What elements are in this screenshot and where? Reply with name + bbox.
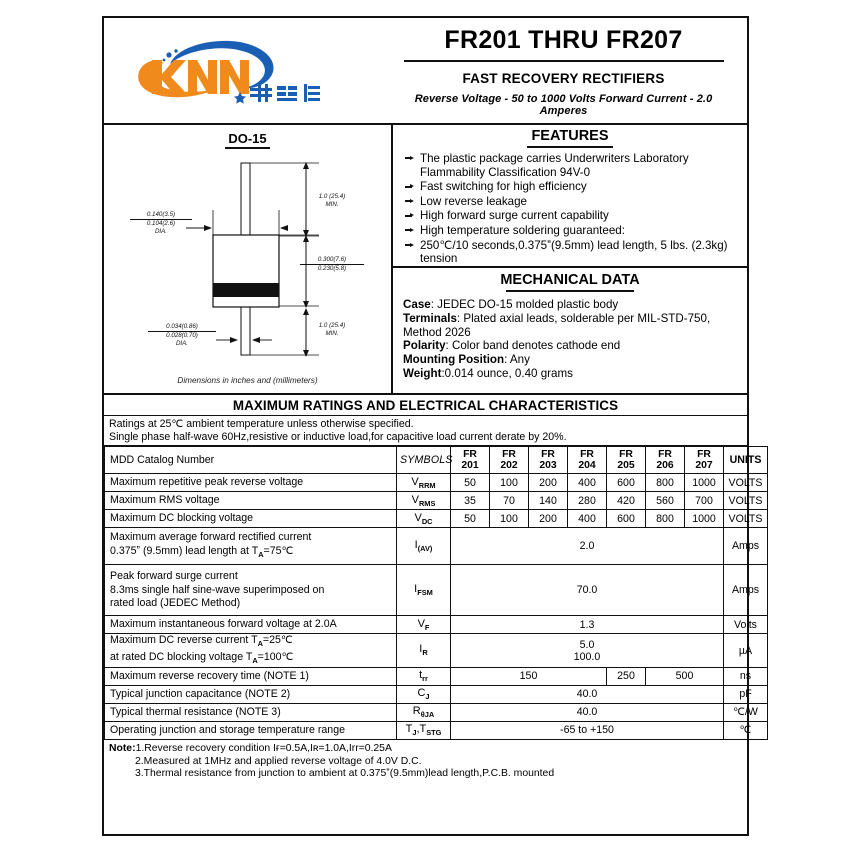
- cell-value: 70.0: [451, 565, 724, 616]
- table-row-trr: [105, 667, 768, 685]
- cell-value: 50: [451, 510, 490, 528]
- row-label: [105, 565, 397, 616]
- notes-section: [104, 740, 747, 781]
- part-header-fr206: FR 206: [646, 447, 685, 474]
- row-label-line: Maximum DC reverse current $T_A=25℃$: [110, 634, 293, 649]
- ratings-conditions: [104, 416, 747, 446]
- package-drawing-panel: [104, 125, 393, 393]
- features-list: [403, 152, 737, 266]
- dim-lead-length-bottom: 1.0 (25.4) MIN.: [318, 322, 346, 337]
- cell-value: 280: [568, 492, 607, 510]
- cell-value: 40.0: [451, 703, 724, 721]
- feature-item: High temperature soldering guaranteed:: [403, 224, 737, 238]
- middle-section: [104, 125, 747, 395]
- cell-value: 200: [529, 510, 568, 528]
- row-label: Maximum DC blocking voltage: [105, 510, 397, 528]
- row-symbol: $t_{rr}$: [397, 667, 451, 685]
- package-title: DO-15: [104, 131, 391, 146]
- title-underline: [404, 60, 724, 62]
- cell-value: 420: [607, 492, 646, 510]
- diamond-bullet-icon: [405, 156, 414, 161]
- row-label: Maximum RMS voltage: [105, 492, 397, 510]
- header: [104, 18, 747, 125]
- cell-units: ns: [724, 667, 768, 685]
- row-label: Maximum repetitive peak reverse voltage: [105, 474, 397, 492]
- product-subtitle: FAST RECOVERY RECTIFIERS: [462, 71, 665, 86]
- cell-value: 2.0: [451, 528, 724, 565]
- table-row-vf: [105, 616, 768, 634]
- table-header-row: [105, 447, 768, 474]
- cell-value: 1000: [685, 510, 724, 528]
- logo-cell: [104, 18, 394, 123]
- part-header-fr204: FR 204: [568, 447, 607, 474]
- cell-value: 600: [607, 474, 646, 492]
- mechanical-data-panel: [393, 268, 747, 393]
- row-symbol: $I_R$: [397, 634, 451, 668]
- cell-value: 70: [490, 492, 529, 510]
- row-symbol: $V_{RRM}$: [397, 474, 451, 492]
- cell-value: 600: [607, 510, 646, 528]
- specifications-table: [104, 446, 768, 740]
- row-label-line: 0.375ˮ (9.5mm) lead length at $T_A=75℃$: [110, 544, 294, 559]
- cell-units: Volts: [724, 616, 768, 634]
- mechanical-row: Weight:0.014 ounce, 0.40 grams: [403, 366, 573, 380]
- cell-value: 35: [451, 492, 490, 510]
- company-logo: [122, 36, 352, 108]
- cell-units: µA: [724, 634, 768, 668]
- cell-units: Amps: [724, 528, 768, 565]
- table-row-ir: [105, 634, 768, 668]
- logo-graphic: [122, 36, 352, 108]
- cell-units: VOLTS: [724, 474, 768, 492]
- feature-item: The plastic package carries Underwriters Laboratory Flammability Classification 94V-0: [403, 152, 737, 179]
- cell-value: 800: [646, 510, 685, 528]
- row-symbol: $R_{\theta JA}$: [397, 703, 451, 721]
- symbols-header: SYMBOLS: [397, 447, 451, 474]
- feature-item: Low reverse leakage: [403, 195, 737, 209]
- cell-value: 150: [451, 667, 607, 685]
- cell-value-line: 100.0: [573, 650, 601, 663]
- mechanical-row: Terminals: Plated axial leads, solderable per MIL-STD-750, Method 2026: [403, 311, 711, 339]
- row-label: Maximum instantaneous forward voltage at 2.0A: [105, 616, 397, 634]
- cell-value-line: 5.0: [579, 638, 595, 651]
- dim-body-length: 0.300(7.6) 0.230(5.8): [300, 256, 364, 273]
- page-title: FR201 THRU FR207: [444, 26, 683, 54]
- diamond-bullet-icon: [405, 213, 414, 218]
- cell-units: pF: [724, 685, 768, 703]
- notes-label: Note:: [109, 742, 136, 754]
- cell-value: 100: [490, 474, 529, 492]
- row-label-line: rated load (JEDEC Method): [110, 596, 241, 609]
- cell-units: ℃/W: [724, 703, 768, 721]
- table-row-iav: [105, 528, 768, 565]
- ratings-banner: MAXIMUM RATINGS AND ELECTRICAL CHARACTERISTICS: [104, 395, 747, 416]
- ratings-condition-line: Single phase half-wave 60Hz,resistive or inductive load,for capacitive load current derate by 20%.: [109, 430, 567, 443]
- cell-value: 250: [607, 667, 646, 685]
- cell-value: 1000: [685, 474, 724, 492]
- row-symbol: $I_{(AV)}$: [397, 528, 451, 565]
- cell-value: 200: [529, 474, 568, 492]
- diamond-bullet-icon: [405, 228, 414, 233]
- row-label: [105, 528, 397, 565]
- row-symbol: $V_{RMS}$: [397, 492, 451, 510]
- mechanical-title-underline: [506, 290, 634, 292]
- table-row-ifsm: [105, 565, 768, 616]
- row-symbol: $V_F$: [397, 616, 451, 634]
- features-panel: [393, 125, 747, 268]
- feature-item: High forward surge current capability: [403, 209, 737, 223]
- units-header: UNITS: [724, 447, 768, 474]
- table-row-vrms: [105, 492, 768, 510]
- dimension-units-note: Dimensions in inches and (millimeters): [177, 376, 318, 385]
- cell-value: [451, 634, 724, 668]
- ratings-condition-line: Ratings at 25℃ ambient temperature unless otherwise specified.: [109, 418, 414, 430]
- feature-item: Fast switching for high efficiency: [403, 180, 737, 194]
- part-header-fr201: FR 201: [451, 447, 490, 474]
- diamond-bullet-icon: [405, 243, 414, 248]
- table-row-tjtstg: [105, 721, 768, 739]
- table-row-rthja: [105, 703, 768, 721]
- cell-units: Amps: [724, 565, 768, 616]
- row-label: Typical junction capacitance (NOTE 2): [105, 685, 397, 703]
- cell-value: 50: [451, 474, 490, 492]
- row-label: Maximum reverse recovery time (NOTE 1): [105, 667, 397, 685]
- row-label-line: 8.3ms single half sine-wave superimposed on: [110, 583, 325, 596]
- features-title: FEATURES: [531, 128, 609, 144]
- diamond-bullet-icon: [405, 184, 414, 189]
- datasheet-frame: [102, 16, 763, 836]
- mechanical-row: Case: JEDEC DO-15 molded plastic body: [403, 297, 619, 311]
- cell-value: 500: [646, 667, 724, 685]
- row-label: Typical thermal resistance (NOTE 3): [105, 703, 397, 721]
- row-symbol: $T_J,T_{STG}$: [397, 721, 451, 739]
- cell-value: -65 to +150: [451, 721, 724, 739]
- dim-lead-length-top: 1.0 (25.4) MIN.: [318, 193, 346, 208]
- part-header-fr207: FR 207: [685, 447, 724, 474]
- diamond-bullet-icon: [405, 199, 414, 204]
- title-cell: [394, 18, 747, 123]
- dim-body-diameter: 0.140(3.5) 0.104(2.6) DIA.: [130, 211, 192, 235]
- row-label-line: Peak forward surge current: [110, 570, 238, 583]
- row-symbol: $I_{FSM}$: [397, 565, 451, 616]
- cell-value: 800: [646, 474, 685, 492]
- features-title-underline: [527, 146, 613, 148]
- note-line: Note:1.Reverse recovery condition Iғ=0.5A,Iʀ=1.0A,Irr=0.25A: [109, 742, 392, 754]
- part-header-fr203: FR 203: [529, 447, 568, 474]
- cell-units: VOLTS: [724, 510, 768, 528]
- mechanical-row: Mounting Position: Any: [403, 353, 530, 367]
- row-symbol: $V_{DC}$: [397, 510, 451, 528]
- cell-units: ℃: [724, 721, 768, 739]
- mechanical-title: MECHANICAL DATA: [500, 272, 640, 288]
- cell-value: 140: [529, 492, 568, 510]
- note-line: 2.Measured at 1MHz and applied reverse voltage of 4.0V D.C.: [135, 755, 422, 767]
- cell-value: 400: [568, 510, 607, 528]
- mechanical-row: Polarity: Color band denotes cathode end: [403, 339, 621, 353]
- cell-value: 1.3: [451, 616, 724, 634]
- cell-value: 560: [646, 492, 685, 510]
- right-column: [393, 125, 747, 393]
- row-label: Operating junction and storage temperature range: [105, 721, 397, 739]
- table-row-vrrm: [105, 474, 768, 492]
- row-label-line: at rated DC blocking voltage $T_A=100℃$: [110, 650, 294, 665]
- note-line: 3.Thermal resistance from junction to ambient at 0.375ˮ(9.5mm)lead length,P.C.B. mounted: [135, 768, 555, 780]
- row-symbol: $C_J$: [397, 685, 451, 703]
- cell-value: 400: [568, 474, 607, 492]
- feature-item: 250℃/10 seconds,0.375ˮ(9.5mm) lead length, 5 lbs. (2.3kg) tension: [403, 239, 737, 266]
- table-row-vdc: [105, 510, 768, 528]
- cell-value: 100: [490, 510, 529, 528]
- dim-lead-diameter: 0.034(0.86) 0.028(0.70) DIA.: [148, 323, 216, 347]
- row-label: [105, 634, 397, 668]
- cell-units: VOLTS: [724, 492, 768, 510]
- part-header-fr202: FR 202: [490, 447, 529, 474]
- cell-value: 40.0: [451, 685, 724, 703]
- catalog-number-header: MDD Catalog Number: [105, 447, 397, 474]
- part-header-fr205: FR 205: [607, 447, 646, 474]
- table-row-cj: [105, 685, 768, 703]
- cell-value: 700: [685, 492, 724, 510]
- product-tagline: Reverse Voltage - 50 to 1000 Volts Forward Current - 2.0 Amperes: [414, 93, 713, 117]
- row-label-line: Maximum average forward rectified current: [110, 531, 312, 544]
